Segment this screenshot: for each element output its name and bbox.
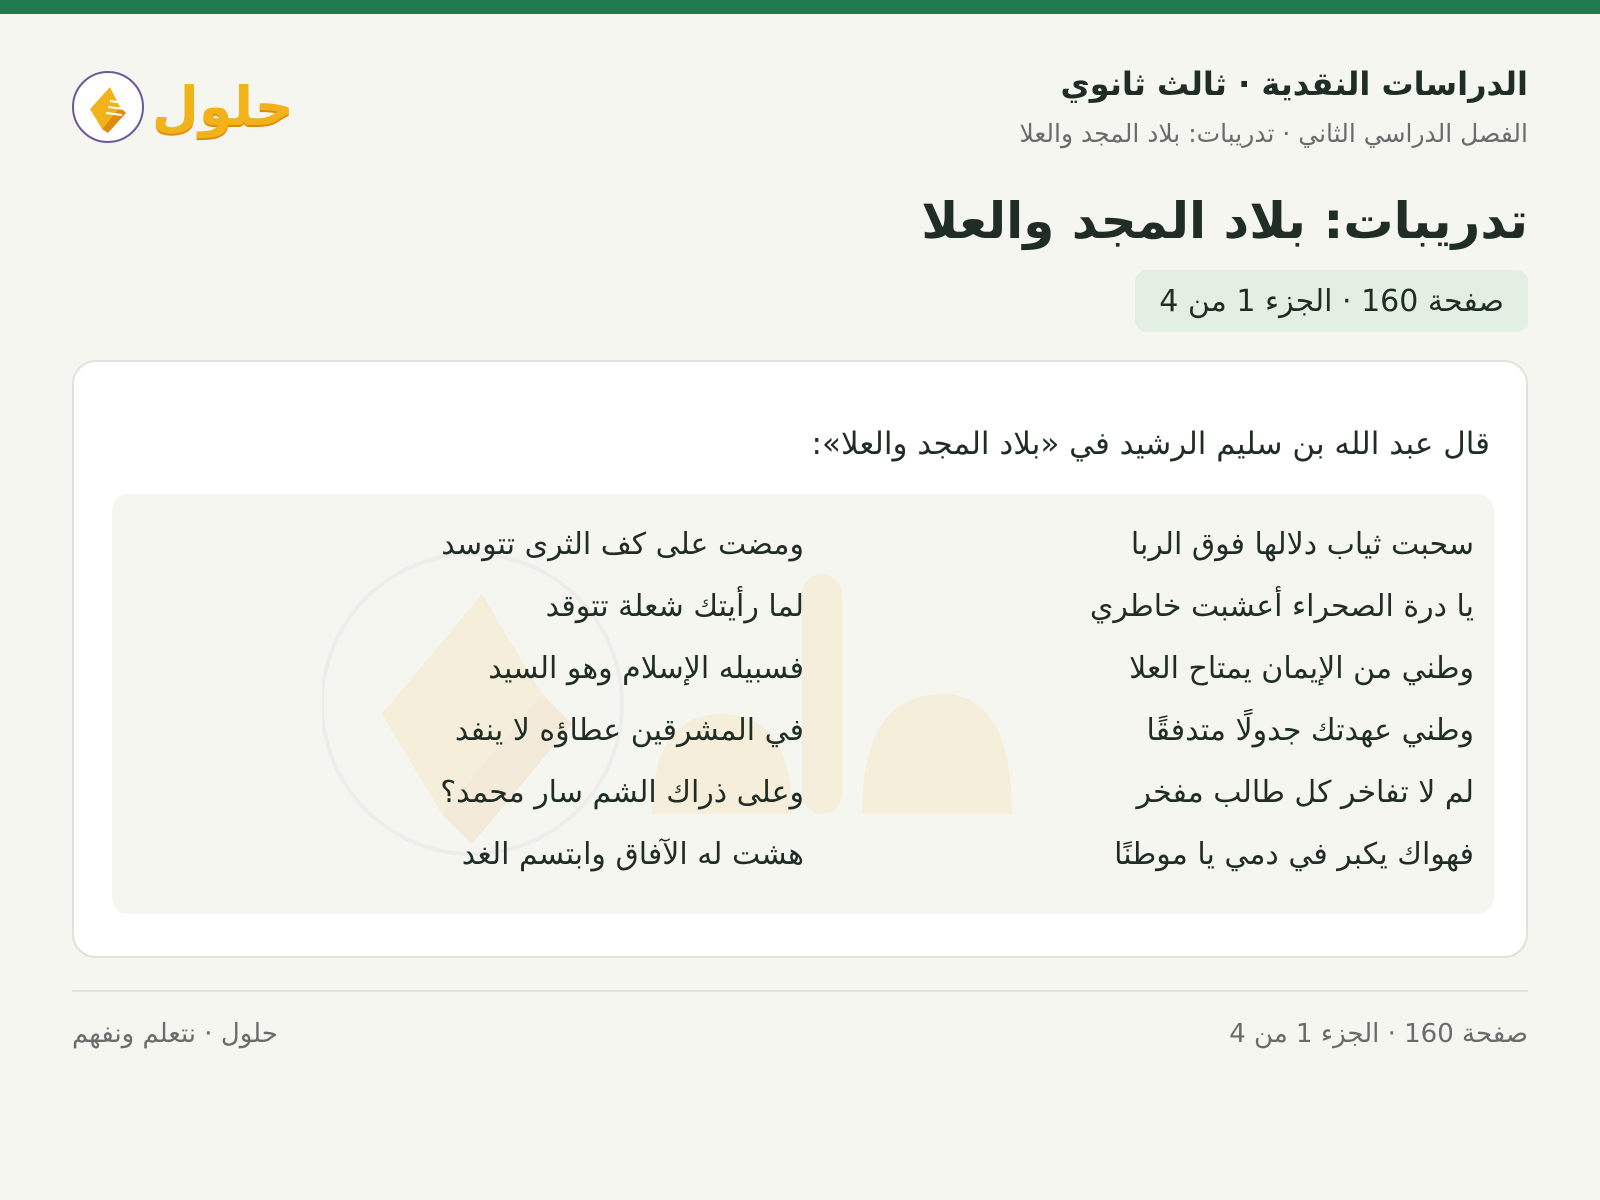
verse-first-hemistich: وطني عهدتك جدولًا متدفقًا bbox=[1146, 713, 1474, 748]
top-accent-bar bbox=[0, 0, 1600, 14]
footer-brand-tagline: حلول · نتعلم ونفهم bbox=[72, 1019, 278, 1049]
course-title: الدراسات النقدية · ثالث ثانوي bbox=[1060, 65, 1528, 103]
brand-logo[interactable] bbox=[72, 62, 302, 152]
verse-first-hemistich: وطني من الإيمان يمتاح العلا bbox=[1129, 651, 1474, 686]
verse-second-hemistich: هشت له الآفاق وابتسم الغد bbox=[461, 837, 804, 872]
verse-second-hemistich: لما رأيتك شعلة تتوقد bbox=[545, 589, 804, 624]
course-subtitle: الفصل الدراسي الثاني · تدريبات: بلاد المجد والعلا bbox=[1019, 119, 1528, 148]
verse-second-hemistich: فسبيله الإسلام وهو السيد bbox=[488, 651, 804, 686]
footer-divider bbox=[72, 990, 1528, 992]
poem-verse bbox=[112, 700, 1494, 762]
course-titles bbox=[1019, 62, 1528, 152]
page-header bbox=[72, 62, 1528, 152]
poem-verse bbox=[112, 514, 1494, 576]
poem-verse bbox=[112, 638, 1494, 700]
page-title: تدريبات: بلاد المجد والعلا bbox=[921, 192, 1528, 250]
verse-first-hemistich: فهواك يكبر في دمي يا موطنًا bbox=[1114, 837, 1474, 872]
verse-second-hemistich: ومضت على كف الثرى تتوسد bbox=[441, 527, 804, 562]
verse-first-hemistich: سحبت ثياب دلالها فوق الربا bbox=[1130, 527, 1474, 562]
page-badge: صفحة 160 · الجزء 1 من 4 bbox=[1135, 270, 1528, 332]
poem-box bbox=[112, 494, 1494, 914]
poem-verse bbox=[112, 576, 1494, 638]
verse-first-hemistich: لم لا تفاخر كل طالب مفخر bbox=[1136, 775, 1474, 810]
logo-wordmark: حلول bbox=[152, 75, 294, 138]
content-card bbox=[72, 360, 1528, 958]
poem-verse bbox=[112, 762, 1494, 824]
poem-intro: قال عبد الله بن سليم الرشيد في «بلاد المجد والعلا»: bbox=[811, 426, 1490, 462]
poem-verse bbox=[112, 824, 1494, 886]
footer-page-info: صفحة 160 · الجزء 1 من 4 bbox=[1229, 1019, 1528, 1049]
verse-first-hemistich: يا درة الصحراء أعشبت خاطري bbox=[1089, 589, 1474, 624]
book-icon bbox=[72, 71, 144, 143]
verse-second-hemistich: وعلى ذراك الشم سار محمد؟ bbox=[440, 775, 804, 810]
verse-second-hemistich: في المشرقين عطاؤه لا ينفد bbox=[454, 713, 804, 748]
